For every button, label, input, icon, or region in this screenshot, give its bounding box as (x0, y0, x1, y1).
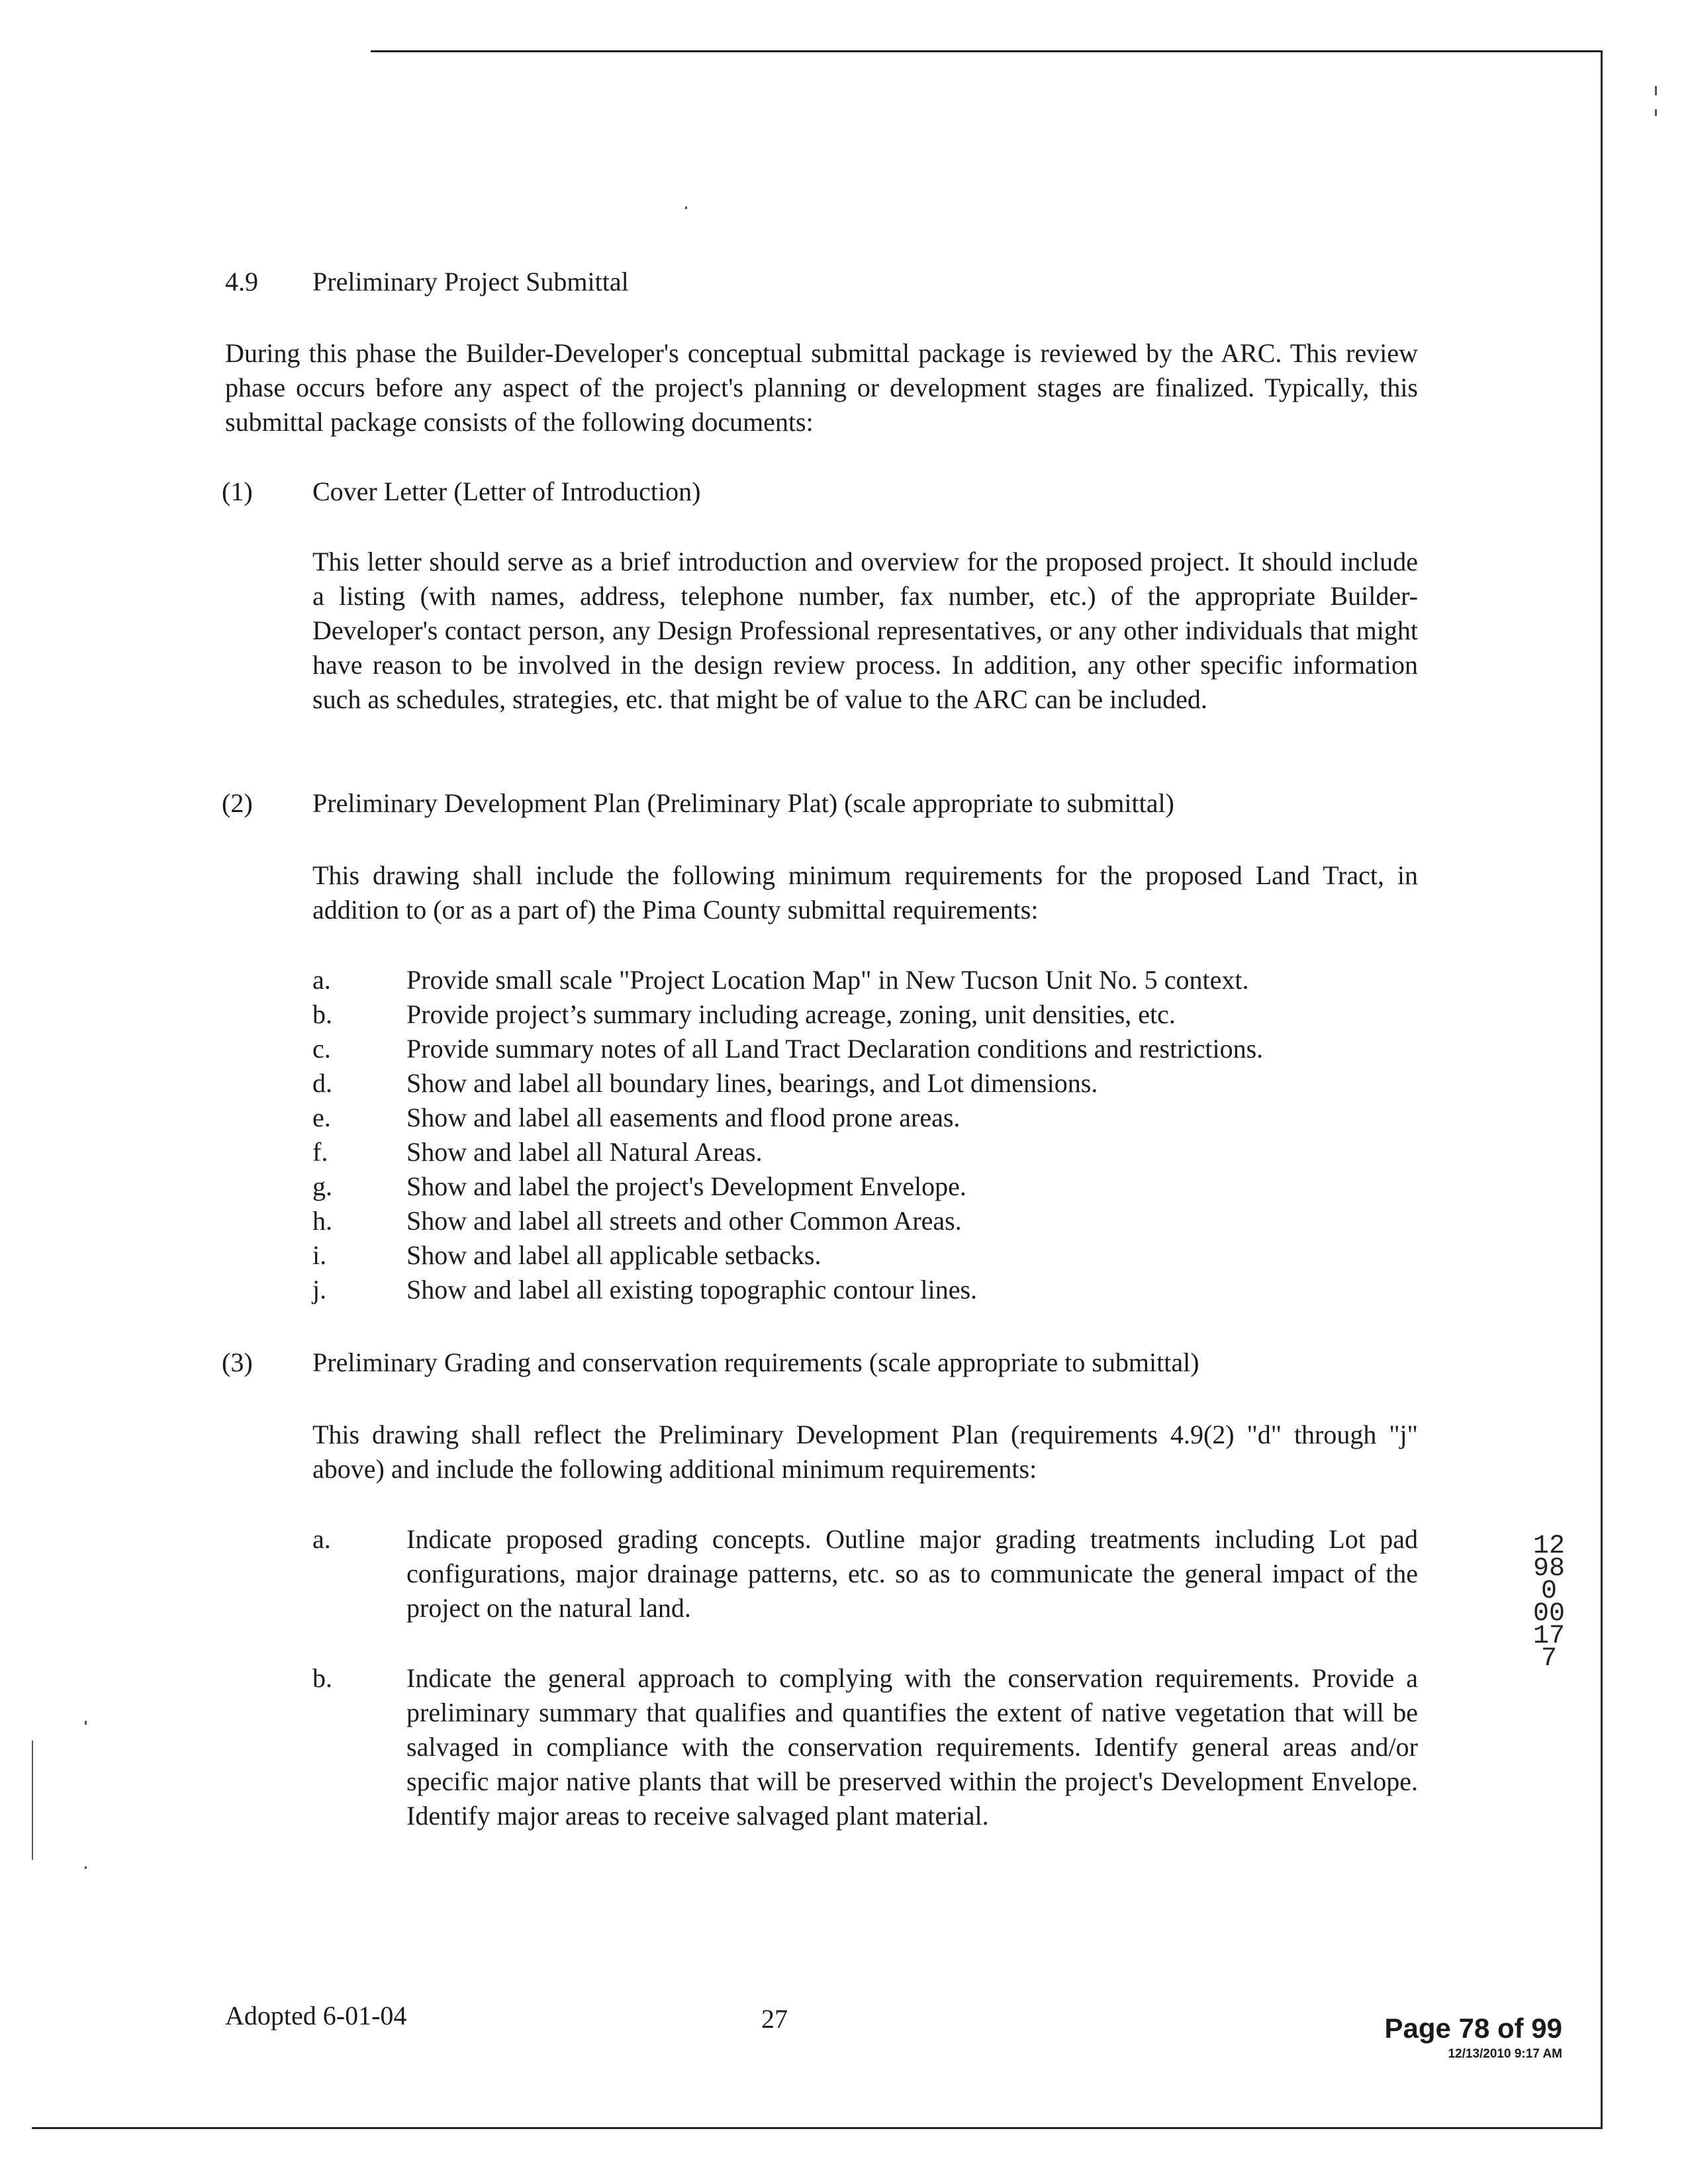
bottom-rule (32, 2127, 1603, 2129)
item-title: Preliminary Grading and conservation requirements (scale appropriate to submittal) (312, 1347, 1199, 1377)
list-item: Show and label all boundary lines, bearings, and Lot dimensions. (406, 1068, 1098, 1098)
item-body: This drawing shall include the following minimum requirements for the proposed Land Tract, in addition to (or as a part of) the Pima County submittal requirements: (312, 860, 1418, 925)
list-letter: c. (312, 1034, 331, 1064)
scan-speck (85, 1721, 87, 1725)
item-number: (3) (222, 1347, 253, 1377)
list-letter: a. (312, 1524, 331, 1554)
scan-speck (1655, 86, 1657, 95)
scan-speck (32, 1741, 33, 1860)
adopted-date: Adopted 6-01-04 (225, 2001, 407, 2030)
list-letter: e. (312, 1103, 331, 1132)
section-intro: During this phase the Builder-Developer's conceptual submittal package is reviewed by the ARC. This review phase occurs before any aspect of the project's planning or development stages are finalized. Typically, this submittal package consists of the following documents: (225, 338, 1418, 437)
list-item: Show and label all applicable setbacks. (406, 1240, 821, 1270)
scan-speck (85, 1866, 87, 1869)
list-item: Indicate the general approach to complying with the conservation requirements. Provide a preliminary summary that qualifies and quantifies the extent of native vegetation that will be salvaged in compliance with the conservation requirements. Identify general areas and/or specific major native plants that will be preserved within the project's Development Envelope. Identify major areas to receive salvaged plant material. (406, 1663, 1418, 1831)
item-title: Cover Letter (Letter of Introduction) (312, 477, 701, 506)
item-number: (2) (222, 788, 253, 818)
page-of-total: Page 78 of 99 (1384, 2013, 1562, 2044)
list-item: Provide summary notes of all Land Tract Declaration conditions and restrictions. (406, 1034, 1264, 1064)
scan-speck (685, 206, 687, 209)
list-item: Show and label all easements and flood prone areas. (406, 1103, 961, 1132)
right-rule (1601, 50, 1603, 2128)
list-letter: b. (312, 999, 332, 1029)
list-item: Show and label all Natural Areas. (406, 1137, 763, 1167)
list-letter: a. (312, 965, 331, 995)
top-rule (371, 50, 1602, 52)
list-letter: g. (312, 1171, 332, 1201)
list-item: Indicate proposed grading concepts. Outline major grading treatments including Lot pad configurations, major drainage patterns, etc. so as to communicate the general impact of the project on the natural land. (406, 1524, 1418, 1623)
list-letter: j. (312, 1275, 327, 1304)
bates-stamp: 12980 00177 (1532, 1531, 1565, 1674)
item-number: (1) (222, 477, 253, 506)
list-letter: i. (312, 1240, 327, 1270)
list-letter: f. (312, 1137, 328, 1167)
print-timestamp: 12/13/2010 9:17 AM (1448, 2047, 1562, 2061)
list-item: Show and label the project's Development Envelope. (406, 1171, 966, 1201)
item-body: This letter should serve as a brief introduction and overview for the proposed project. It should include a listing (with names, address, telephone number, fax number, etc.) of the appropriate Builder-Developer's contact person, any Design Professional representatives, or any other individuals that might have reason to be involved in the design review process. In addition, any other specific information such as schedules, strategies, etc. that might be of value to the ARC can be included. (312, 547, 1418, 714)
list-item: Provide project’s summary including acreage, zoning, unit densities, etc. (406, 999, 1176, 1029)
list-letter: b. (312, 1663, 332, 1693)
scan-speck (1655, 109, 1657, 116)
page-number: 27 (761, 2004, 788, 2034)
section-title: Preliminary Project Submittal (312, 267, 629, 296)
list-item: Show and label all streets and other Common Areas. (406, 1206, 962, 1236)
item-title: Preliminary Development Plan (Preliminary Plat) (scale appropriate to submittal) (312, 788, 1174, 818)
list-letter: d. (312, 1068, 332, 1098)
list-item: Provide small scale "Project Location Map" in New Tucson Unit No. 5 context. (406, 965, 1249, 995)
item-body: This drawing shall reflect the Preliminary Development Plan (requirements 4.9(2) "d" through "j" above) and include the following additional minimum requirements: (312, 1420, 1418, 1484)
section-number: 4.9 (225, 267, 258, 296)
list-item: Show and label all existing topographic contour lines. (406, 1275, 978, 1304)
list-letter: h. (312, 1206, 332, 1236)
